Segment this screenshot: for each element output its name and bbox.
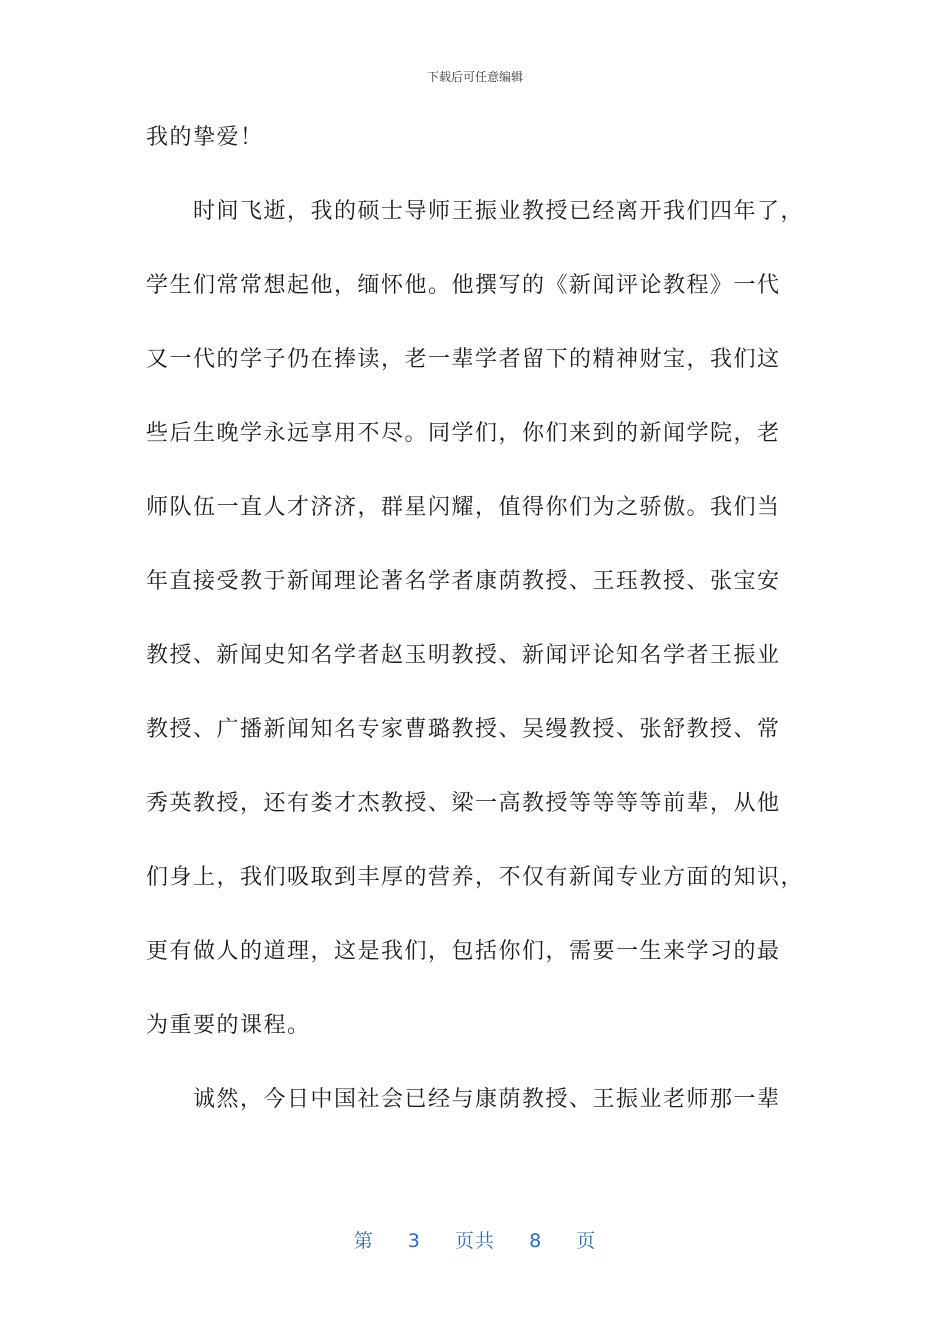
page-current: 3 [407, 1230, 421, 1252]
text-line: 时间飞逝，我的硕士导师王振业教授已经离开我们四年了， [146, 199, 805, 224]
text-line: 我的挚爱！ [146, 125, 264, 150]
text-line: 更有做人的道理，这是我们，包括你们，需要一生来学习的最 [146, 939, 781, 964]
page-mid: 页共 [454, 1230, 495, 1252]
text-line: 又一代的学子仍在捧读，老一辈学者留下的精神财宝，我们这 [146, 347, 781, 372]
text-line: 学生们常常想起他，缅怀他。他撰写的《新闻评论教程》一代 [146, 273, 781, 298]
text-line: 些后生晚学永远享用不尽。同学们，你们来到的新闻学院，老 [146, 421, 781, 446]
page-number [0, 1226, 950, 1253]
page-suffix: 页 [576, 1230, 597, 1252]
page-total: 8 [529, 1230, 543, 1252]
text-line: 为重要的课程。 [146, 1013, 311, 1038]
header-note: 下载后可任意编辑 [426, 70, 523, 84]
text-line: 们身上，我们吸取到丰厚的营养，不仅有新闻专业方面的知识， [146, 865, 805, 890]
text-line: 年直接受教于新闻理论著名学者康荫教授、王珏教授、张宝安 [146, 569, 781, 594]
text-line: 教授、新闻史知名学者赵玉明教授、新闻评论知名学者王振业 [146, 643, 781, 668]
text-line: 秀英教授，还有娄才杰教授、梁一高教授等等等等前辈，从他 [146, 791, 781, 816]
text-line: 师队伍一直人才济济，群星闪耀，值得你们为之骄傲。我们当 [146, 495, 781, 520]
page-prefix: 第 [353, 1230, 374, 1252]
text-line: 诚然，今日中国社会已经与康荫教授、王振业老师那一辈 [146, 1087, 781, 1112]
text-line: 教授、广播新闻知名专家曹璐教授、吴缦教授、张舒教授、常 [146, 717, 781, 742]
